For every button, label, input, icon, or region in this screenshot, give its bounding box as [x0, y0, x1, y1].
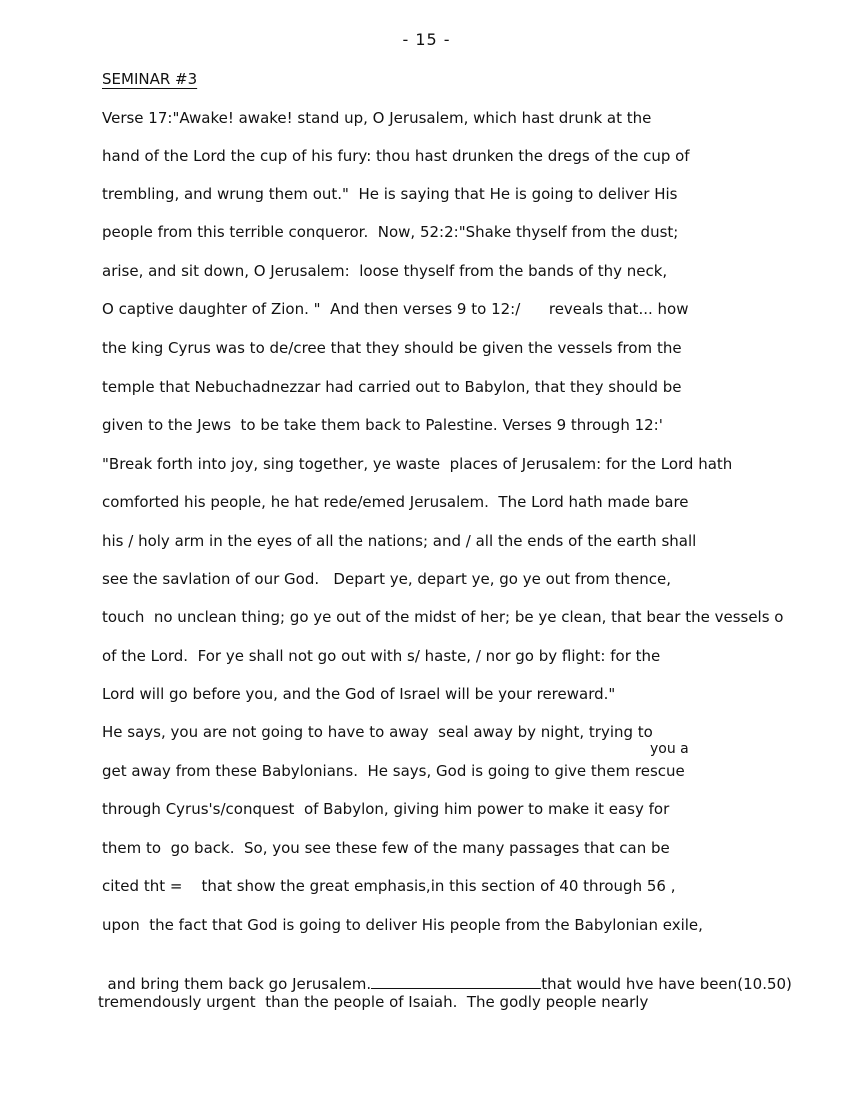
- text-line: arise, and sit down, O Jerusalem: loose thyself from the bands of thy neck,: [102, 262, 668, 280]
- text-line: trembling, and wrung them out." He is saying that He is going to deliver His: [102, 185, 678, 203]
- page-number: - 15 -: [402, 30, 451, 49]
- text-line: touch no unclean thing; go ye out of the midst of her; be ye clean, that bear the vessels o: [102, 608, 784, 626]
- text-line: people from this terrible conqueror. Now, 52:2:"Shake thyself from the dust;: [102, 223, 679, 241]
- text-line: them to go back. So, you see these few of the many passages that can be: [102, 839, 670, 857]
- text-line: comforted his people, he hat rede/emed Jerusalem. The Lord hath made bare: [102, 493, 689, 511]
- text-line: "Break forth into joy, sing together, ye waste places of Jerusalem: for the Lord hath: [102, 455, 733, 473]
- text-line: given to the Jews to be take them back to Palestine. Verses 9 through 12:': [102, 416, 663, 434]
- text-line: cited tht = that show the great emphasis,in this section of 40 through 56 ,: [102, 877, 676, 895]
- text-line: tremendously urgent than the people of Isaiah. The godly people nearly: [98, 993, 649, 1011]
- text-segment: that would hve have been(10.50): [541, 975, 792, 993]
- text-line: get away from these Babylonians. He says, God is going to give them rescue: [102, 762, 685, 780]
- text-line: see the savlation of our God. Depart ye, depart ye, go ye out from thence,: [102, 570, 671, 588]
- interlinear-note: you a: [650, 741, 689, 757]
- text-line: O captive daughter of Zion. " And then verses 9 to 12:/ reveals that... how: [102, 300, 689, 318]
- text-line-with-blank: [98, 954, 792, 994]
- text-line: his / holy arm in the eyes of all the nations; and / all the ends of the earth shall: [102, 532, 697, 550]
- text-line: upon the fact that God is going to deliver His people from the Babylonian exile,: [102, 916, 703, 934]
- text-segment: and bring them back go Jerusalem.: [107, 975, 372, 993]
- text-line: through Cyrus's/conquest of Babylon, giving him power to make it easy for: [102, 800, 670, 818]
- seminar-heading: SEMINAR #3: [102, 70, 198, 88]
- text-line: temple that Nebuchadnezzar had carried out to Babylon, that they should be: [102, 378, 682, 396]
- text-line: Verse 17:"Awake! awake! stand up, O Jerusalem, which hast drunk at the: [102, 109, 652, 127]
- blank-underline: [371, 976, 541, 989]
- text-line: of the Lord. For ye shall not go out with s/ haste, / nor go by flight: for the: [102, 647, 661, 665]
- text-line: He says, you are not going to have to away seal away by night, trying to: [102, 723, 653, 741]
- text-line: Lord will go before you, and the God of Israel will be your rereward.": [102, 685, 616, 703]
- text-line: hand of the Lord the cup of his fury: thou hast drunken the dregs of the cup of: [102, 147, 690, 165]
- text-line: the king Cyrus was to de/cree that they should be given the vessels from the: [102, 339, 682, 357]
